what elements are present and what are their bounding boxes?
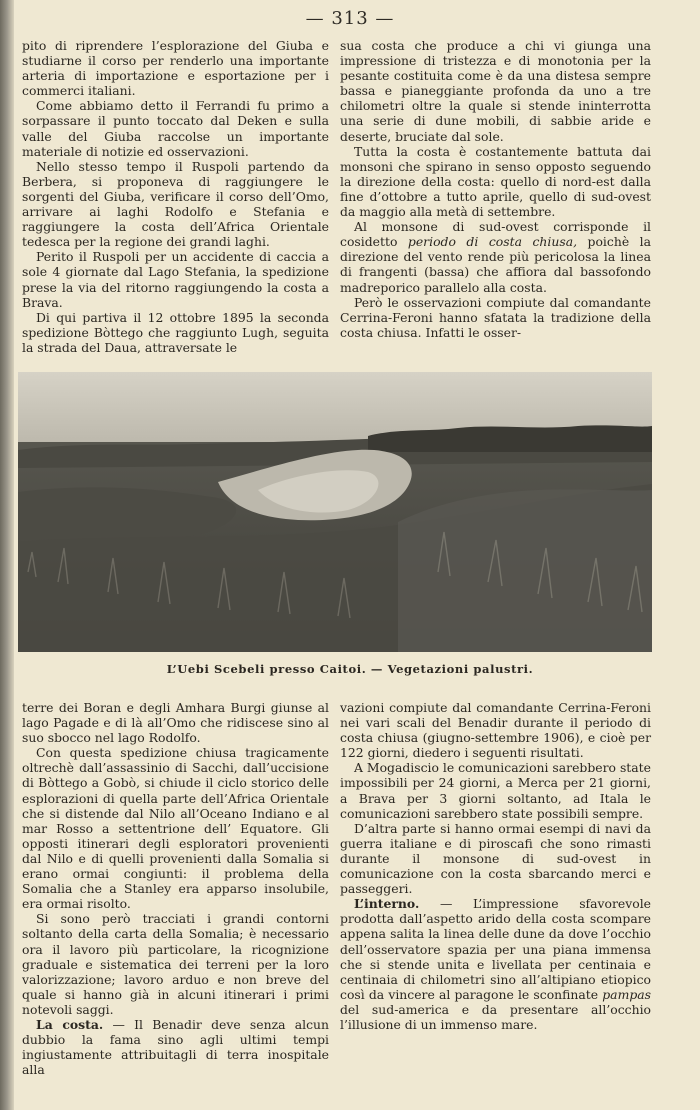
- photo-caption: L’Uebi Scebeli presso Caitoi. — Vegetazioni palustri.: [166, 662, 534, 676]
- paragraph: D’altra parte si hanno ormai esempi di navi da guerra italiane e di piroscafi che sono rimasti durante il monsone di sud-ovest in comunicazione con la costa sbarcando merci e passeggeri.: [340, 820, 651, 897]
- text-column-top-right: [340, 38, 651, 340]
- paragraph-text: del sud-america e da presentare all’occhio l’illusione di un immenso mare.: [340, 1001, 651, 1032]
- paragraph: Di qui partiva il 12 ottobre 1895 la seconda spedizione Bòttego che raggiunto Lugh, seguita la strada del Daua, attraversate le: [22, 309, 329, 355]
- river-photograph: [18, 372, 652, 652]
- page-gutter-shadow: [0, 0, 14, 1110]
- paragraph: Come abbiamo detto il Ferrandi fu primo a sorpassare il punto toccato dal Deken e sulla valle del Giuba raccolse un importante materiale di notizie ed osservazioni.: [22, 98, 329, 159]
- paragraph: [22, 1017, 329, 1077]
- paragraph: Nello stesso tempo il Ruspoli partendo da Berbera, si proponeva di raggiungere le sorgenti del Giuba, verificare il corso dell’Omo, arrivare ai laghi Rodolfo e Stefania e raggiungere la costa dell’Africa Orientale tedesca per la regione dei grandi laghi.: [22, 158, 329, 250]
- text-column-bottom-left: [22, 700, 329, 1077]
- paragraph-text: — L’impressione sfavorevole prodotta dall’aspetto arido della costa scompare appena salita la linea delle dune da dove l’occhio dell’osservatore spazia per una piana immensa che si stende unita e livellata per centinaia e centinaia di chilometri sino all’altipiano etiopico così da vincere al paragone le sconfinate: [340, 896, 651, 1002]
- text-column-bottom-right: [340, 700, 651, 1032]
- paragraph: Perito il Ruspoli per un accidente di caccia a sole 4 giornate dal Lago Stefania, la spedizione prese la via del ritorno raggiungendo la costa a Brava.: [22, 249, 329, 310]
- page-number: — 313 —: [305, 8, 395, 29]
- paragraph: terre dei Boran e degli Amhara Burgi giunse al lago Pagade e di là all’Omo che ridiscese sino al suo sbocco nel lago Rodolfo.: [22, 700, 329, 746]
- paragraph: Si sono però tracciati i grandi contorni soltanto della carta della Somalia; è necessario ora il lavoro più particolare, la ricognizione graduale e sistematica dei terreni per la loro valorizzazione; lavoro arduo e non breve del quale si hanno già in alcuni itinerari i primi notevoli saggi.: [22, 911, 329, 1017]
- italic-term: periodo di costa chiusa,: [407, 234, 578, 250]
- paragraph-text: — Il Benadir deve senza alcun dubbio la fama sino agli ultimi tempi ingiustamente attribuitagli di terra inospitale alla: [22, 1016, 330, 1078]
- paragraph: [340, 219, 651, 294]
- section-heading: La costa.: [36, 1016, 104, 1032]
- paragraph: vazioni compiute dal comandante Cerrina-Feroni nei vari scali del Benadir durante il periodo di costa chiusa (giugno-settembre 1906), e cioè per 122 giorni, diedero i seguenti risultati.: [340, 700, 651, 761]
- text-column-top-left: [22, 38, 329, 355]
- paragraph: sua costa che produce a chi vi giunga una impressione di tristezza e di monotonia per la pesante costituita come è da una distesa sempre bassa e pianeggiante profonda da uno a tre chilometri oltre la quale si stende ininterrotta una serie di dune mobili, di sabbie aride e deserte, bruciate dal sole.: [340, 38, 651, 144]
- italic-term: pampas: [602, 986, 651, 1002]
- photo-illustration: [18, 372, 652, 652]
- section-heading: L’interno.: [354, 896, 420, 912]
- paragraph: Con questa spedizione chiusa tragicamente oltrechè dall’assassinio di Sacchi, dall’uccisione di Bòttego a Gobò, si chiude il ciclo storico delle esplorazioni di quella parte dell’Africa Orientale che si distende dal Nilo all’Oceano Indiano e al mar Rosso a settentrione dell’ Equatore. Gli opposti itinerari degli esploratori provenienti dal Nilo e di quelli provenienti dalla Somalia si erano ormai congiunti: il problema della Somalia che a Stanley era apparso insolubile, era ormai risolto.: [22, 745, 329, 912]
- paragraph: A Mogadiscio le comunicazioni sarebbero state impossibili per 24 giorni, a Merca per 21 giorni, a Brava per 3 giorni soltanto, ad Itala le comunicazioni sarebbero state possibili sempre.: [340, 760, 651, 821]
- paragraph: Però le osservazioni compiute dal comandante Cerrina-Feroni hanno sfatata la tradizione della costa chiusa. Infatti le osser-: [340, 294, 651, 340]
- paragraph-text: Al monsone di sud-ovest corrisponde il cosidetto: [340, 219, 651, 250]
- paragraph-text: poichè la direzione del vento rende più pericolosa la linea di frangenti (bassa) che affiora dal bassofondo madreporico parallelo alla costa.: [340, 234, 652, 295]
- paragraph: [340, 896, 651, 1032]
- paragraph: pito di riprendere l’esplorazione del Giuba e studiarne il corso per renderlo una importante arteria di importazione e esportazione per i commerci italiani.: [22, 38, 329, 99]
- paragraph: Tutta la costa è costantemente battuta dai monsoni che spirano in senso opposto seguendo la direzione della costa: quello di nord-est dalla fine d’ottobre a tutto aprile, quello di sud-ovest da maggio alla metà di settembre.: [340, 143, 651, 220]
